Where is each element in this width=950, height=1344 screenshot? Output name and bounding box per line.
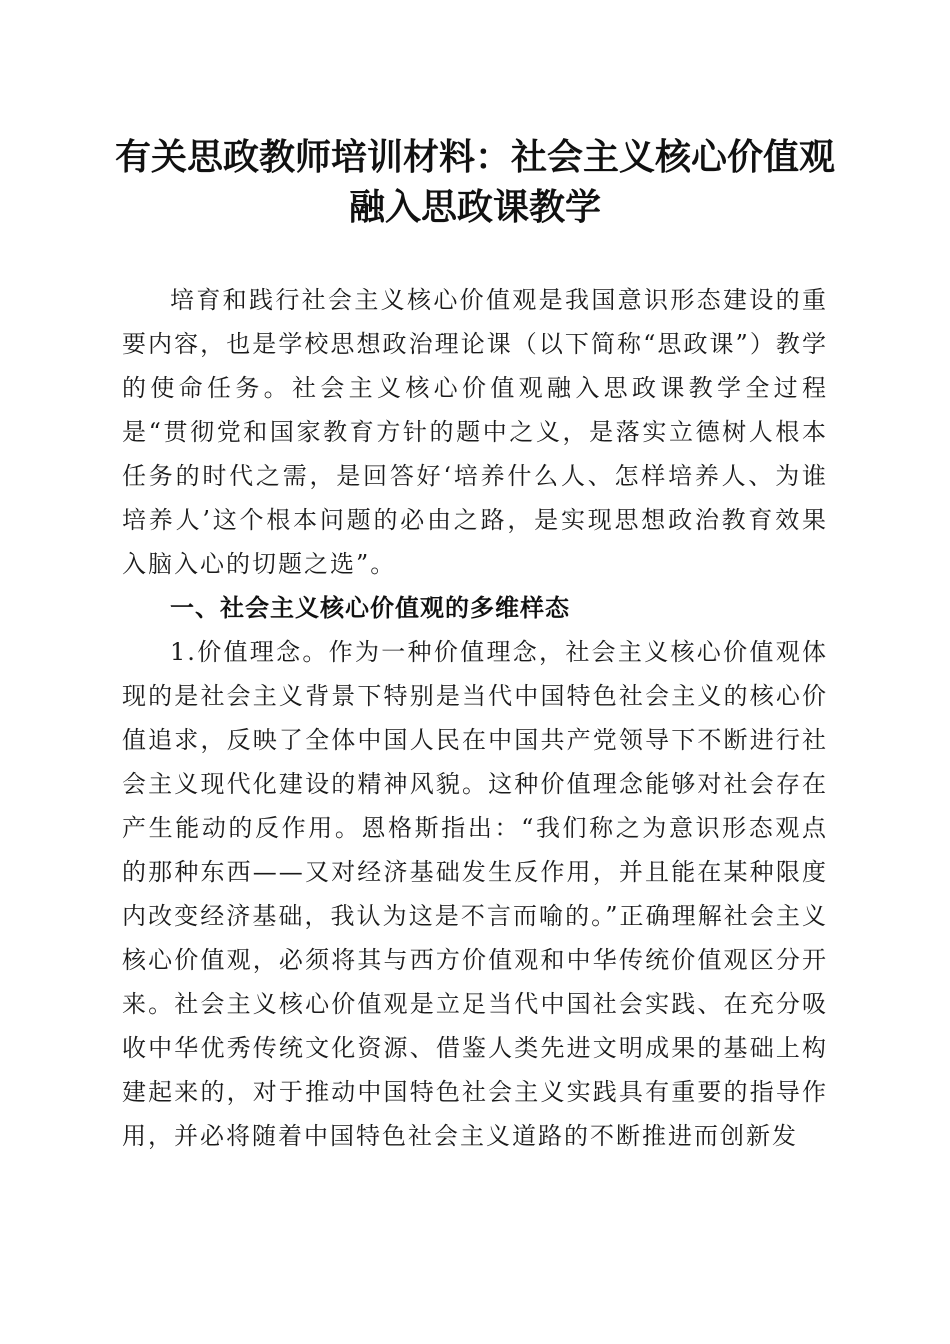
title-line-2: 融入思政课教学	[348, 186, 601, 228]
intro-paragraph: 培育和践行社会主义核心价值观是我国意识形态建设的重要内容，也是学校思想政治理论课（以下简称“思政课”）教学的使命任务。社会主义核心价值观融入思政课教学全过程是“贯彻党和国家教育方针的题中之义，是落实立德树人根本任务的时代之需，是回答好‘培养什么人、怎样培养人、为谁培养人’这个根本问题的必由之路，是实现思想政治教育效果入脑入心的切题之选”。	[122, 286, 828, 578]
document-body	[122, 278, 828, 1158]
document-title	[100, 132, 850, 232]
section-1-paragraph: 1.价值理念。作为一种价值理念，社会主义核心价值观体现的是社会主义背景下特别是当代中国特色社会主义的核心价值追求，反映了全体中国人民在中国共产党领导下不断进行社会主义现代化建设的精神风貌。这种价值理念能够对社会存在产生能动的反作用。恩格斯指出：“我们称之为意识形态观点的那种东西——又对经济基础发生反作用，并且能在某种限度内改变经济基础，我认为这是不言而喻的。”正确理解社会主义核心价值观，必须将其与西方价值观和中华传统价值观区分开来。社会主义核心价值观是立足当代中国社会实践、在充分吸收中华优秀传统文化资源、借鉴人类先进文明成果的基础上构建起来的，对于推动中国特色社会主义实践具有重要的指导作用，并必将随着中国特色社会主义道路的不断推进而创新发	[122, 638, 828, 1150]
section-heading-1: 一、社会主义核心价值观的多维样态	[170, 594, 570, 622]
title-line-1: 有关思政教师培训材料：社会主义核心价值观	[114, 136, 835, 178]
